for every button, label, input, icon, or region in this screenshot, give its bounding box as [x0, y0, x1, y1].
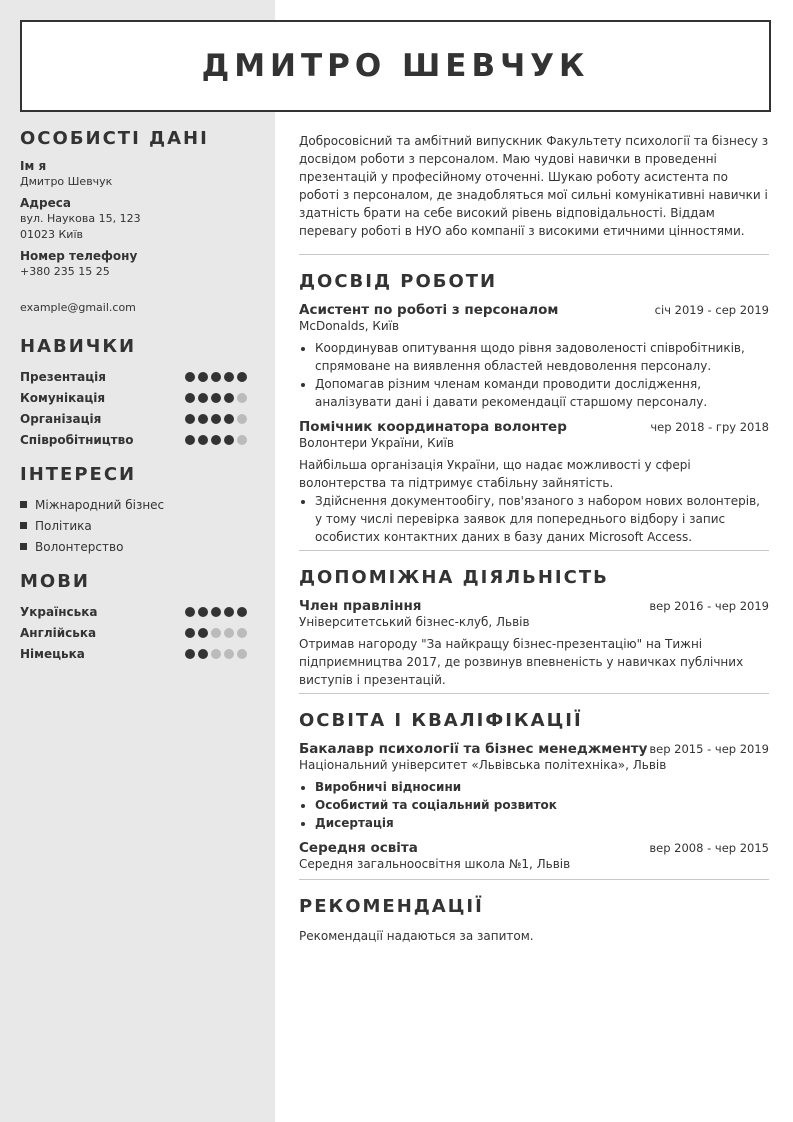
module-item: • Виробничі відносини: [315, 778, 769, 796]
rating-row: [20, 366, 255, 387]
rating-dot-filled: [198, 435, 208, 445]
rating-dot-empty: [211, 649, 221, 659]
rating-dot-filled: [185, 628, 195, 638]
rating-dot-filled: [224, 393, 234, 403]
rating-label: Комунікація: [20, 390, 106, 405]
rating-dots: [185, 435, 247, 445]
rating-dot-filled: [185, 607, 195, 617]
divider: [299, 254, 769, 255]
rating-dot-filled: [211, 607, 221, 617]
interest-label: Міжнародний бізнес: [35, 497, 165, 512]
extra-section-title: ДОПОМІЖНА ДІЯЛЬНІСТЬ: [299, 567, 609, 588]
rating-dot-empty: [237, 414, 247, 424]
job-bullet: • Координував опитування щодо рівня задоволеності співробітників, спрямоване на виявлення областей невдоволення персоналу.: [315, 339, 769, 375]
square-bullet-icon: [20, 522, 27, 529]
rating-dot-filled: [224, 435, 234, 445]
module-item: • Особистий та соціальний розвиток: [315, 796, 769, 814]
school-name: Середня загальноосвітня школа №1, Львів: [299, 857, 571, 871]
phone-label: Номер телефону: [20, 249, 138, 263]
rating-row: [20, 622, 255, 643]
references-section-title: РЕКОМЕНДАЦІЇ: [299, 896, 484, 917]
rating-label: Українська: [20, 604, 98, 619]
degree-date: вер 2015 - чер 2019: [649, 742, 769, 756]
experience-section-title: ДОСВІД РОБОТИ: [299, 271, 498, 292]
rating-dot-filled: [224, 414, 234, 424]
rating-dot-filled: [211, 435, 221, 445]
rating-dot-filled: [224, 607, 234, 617]
rating-dots: [185, 393, 247, 403]
square-bullet-icon: [20, 501, 27, 508]
rating-dot-filled: [185, 393, 195, 403]
interest-item: [20, 536, 255, 557]
rating-dot-filled: [185, 435, 195, 445]
rating-dot-filled: [198, 393, 208, 403]
degree-modules: [299, 778, 769, 832]
rating-label: Німецька: [20, 646, 85, 661]
skills-list: [20, 366, 255, 450]
divider: [299, 879, 769, 880]
phone-value: +380 235 15 25: [20, 265, 110, 278]
rating-dot-filled: [198, 607, 208, 617]
interests-list: [20, 494, 255, 557]
interest-item: [20, 515, 255, 536]
rating-dot-filled: [211, 372, 221, 382]
job-title: Помічник координатора волонтер: [299, 419, 567, 435]
rating-label: Співробітництво: [20, 432, 134, 447]
rating-dot-empty: [224, 628, 234, 638]
skills-section-title: НАВИЧКИ: [20, 336, 137, 357]
references-text: Рекомендації надаються за запитом.: [299, 929, 534, 943]
job-bullets: [299, 339, 769, 411]
rating-dot-filled: [198, 414, 208, 424]
rating-dot-filled: [185, 414, 195, 424]
rating-dot-empty: [237, 393, 247, 403]
rating-dots: [185, 628, 247, 638]
degree-title: Середня освіта: [299, 840, 418, 856]
languages-section-title: МОВИ: [20, 571, 90, 592]
divider: [299, 693, 769, 694]
rating-label: Англійська: [20, 625, 97, 640]
rating-dot-filled: [198, 649, 208, 659]
education-entry: [299, 840, 769, 873]
profile-summary: Добросовісний та амбітний випускник Факультету психології та бізнесу з досвідом роботи з персоналом. Маю чудові навички в проведенні презентацій у професійному оточенні. Шукаю роботу асистента по роботі з персоналом, де знадобляться мої сильні комунікативні навички і здатність брати на себе високий рівень відповідальності. Віддам перевагу роботі в НУО або компанії з високими етичними цінностями.: [299, 134, 769, 238]
square-bullet-icon: [20, 543, 27, 550]
rating-dot-empty: [211, 628, 221, 638]
job-bullet: • Допомагав різним членам команди проводити дослідження, аналізувати дані і давати рекомендації старшому персоналу.: [315, 375, 769, 411]
module-item: • Дисертація: [315, 814, 769, 832]
education-entry: [299, 741, 769, 832]
rating-dot-filled: [224, 372, 234, 382]
job-entry: [299, 419, 769, 546]
rating-dot-empty: [237, 435, 247, 445]
name-header: [20, 20, 771, 112]
interest-label: Політика: [35, 518, 92, 533]
rating-dot-filled: [211, 393, 221, 403]
degree-date: вер 2008 - чер 2015: [649, 841, 769, 855]
job-bullets: [299, 492, 769, 546]
name-label: Ім я: [20, 159, 47, 173]
extra-entry: [299, 598, 769, 689]
rating-row: [20, 601, 255, 622]
address-label: Адреса: [20, 196, 71, 210]
role-title: Член правління: [299, 598, 422, 614]
education-section-title: ОСВІТА І КВАЛІФІКАЦІЇ: [299, 710, 583, 731]
rating-dot-filled: [185, 372, 195, 382]
job-date: чер 2018 - гру 2018: [650, 420, 769, 434]
job-description: Найбільша організація України, що надає можливості у сфері волонтерства та підтримує стабільну зайнятість.: [299, 458, 691, 490]
interest-item: [20, 494, 255, 515]
personal-name: [20, 158, 255, 190]
rating-dot-empty: [237, 628, 247, 638]
personal-section-title: ОСОБИСТІ ДАНІ: [20, 128, 209, 149]
left-column: [20, 128, 255, 664]
personal-phone: [20, 248, 255, 280]
interest-label: Волонтерство: [35, 539, 124, 554]
rating-dot-filled: [198, 628, 208, 638]
job-date: січ 2019 - сер 2019: [654, 303, 769, 317]
rating-dots: [185, 649, 247, 659]
rating-dot-filled: [211, 414, 221, 424]
address-line-1: вул. Наукова 15, 123: [20, 212, 141, 225]
personal-address: [20, 195, 255, 243]
rating-label: Презентація: [20, 369, 106, 384]
rating-dot-empty: [237, 649, 247, 659]
rating-row: [20, 643, 255, 664]
job-organization: McDonalds, Київ: [299, 319, 400, 333]
rating-dot-filled: [198, 372, 208, 382]
job-entry: [299, 302, 769, 411]
job-bullet: • Здійснення документообігу, пов'язаного з набором нових волонтерів, у тому числі перевірка заявок для попереднього відбору і запис особистих контактних даних в базу даних Microsoft Access.: [315, 492, 769, 546]
rating-dot-empty: [224, 649, 234, 659]
email-value: example@gmail.com: [20, 301, 136, 314]
role-organization: Університетський бізнес-клуб, Львів: [299, 615, 530, 629]
job-organization: Волонтери України, Київ: [299, 436, 454, 450]
rating-row: [20, 408, 255, 429]
job-title: Асистент по роботі з персоналом: [299, 302, 559, 318]
right-column: [299, 132, 769, 945]
rating-dot-filled: [237, 372, 247, 382]
school-name: Національний університет «Львівська політехніка», Львів: [299, 758, 667, 772]
divider: [299, 550, 769, 551]
rating-label: Організація: [20, 411, 102, 426]
degree-title: Бакалавр психології та бізнес менеджменту: [299, 741, 648, 757]
candidate-name: ДМИТРО ШЕВЧУК: [201, 48, 590, 84]
interests-section-title: ІНТЕРЕСИ: [20, 464, 137, 485]
rating-row: [20, 387, 255, 408]
address-line-2: 01023 Київ: [20, 228, 83, 241]
rating-dots: [185, 372, 247, 382]
rating-row: [20, 429, 255, 450]
name-value: Дмитро Шевчук: [20, 175, 113, 188]
languages-list: [20, 601, 255, 664]
role-description: Отримав нагороду "За найкращу бізнес-презентацію" на Тижні підприємництва 2017, де розвинув впевненість у навичках публічних виступів і презентацій.: [299, 637, 744, 687]
rating-dots: [185, 607, 247, 617]
rating-dot-filled: [185, 649, 195, 659]
role-date: вер 2016 - чер 2019: [649, 599, 769, 613]
rating-dots: [185, 414, 247, 424]
rating-dot-filled: [237, 607, 247, 617]
